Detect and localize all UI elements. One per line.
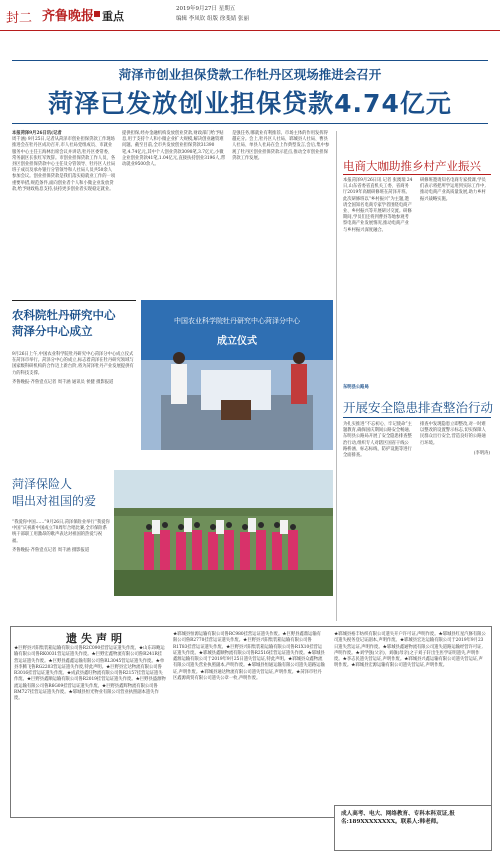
chorus-title: [12, 476, 110, 510]
lead-col-3: [232, 131, 332, 162]
safety-paragraph: 排查中发现隐患立即整改,对一时难以整改的设置警示标志,切实保障人民群众出行安全,营造良好的公路通行环境。: [420, 422, 486, 446]
notice-col-1: [14, 646, 166, 703]
notice-col-2: [173, 632, 325, 682]
safety-credit: (李明涛): [473, 450, 490, 456]
date-line: 2019年9月27日 星期五: [176, 6, 236, 12]
lead-paragraph: 周千涵) 9月25日,记者从菏泽市创业担保贷款工作现场推进会在牡丹区成功召开,市人社局党组成员、市就业服务中心主任王海林出席会议并讲话,牡丹区委常委、常务副区长张红军致辞。市创业担保贷款工作人员、各县区创业担保贷款中心主任及分管领导、牡丹区人社局班子成员及承办银行分管领导和人社局人员共50余人参加会议。创业担保贷款是我们落实稳就业工作的一项重要举措,规范条件,面向创业者个人和小微企业发放贷款,给予财政贴息支持,扶持更多创业者实现稳定就业。: [12, 137, 116, 192]
notice-items: ★郓城县恒源运输有限公司鲁RC980挂营运证遗失作废。★巨野县鑫鼎运输有限公司鲁R2770挂营运证遗失作废。★巨野县兴阳集装箱运输有限公司鲁R1T83挂营运证遗失作废。★巨野县兴阳集装箱运输有限公司鲁R1X10挂营运证遗失作废。★郓城县鑫顺物流有限公司鲁R2516挂营运证遗失作废。★郓城县鑫源运输有限公司于2019年9月25日遗失营运证,特此声明。★郓城县众鑫物流有限公司遗失营业执照副本,声明作废。★郓城县恒通运输有限公司遗失道路运输证,声明作废。★郓城县通达物流有限公司遗失营运证,声明作废。★菏泽市牡丹区鑫源商贸有限公司遗失公章一枚,声明作废。: [173, 632, 325, 682]
farm-title-line-1: 农科院牡丹研究中心: [12, 308, 116, 322]
lead-col-2: [122, 131, 226, 168]
chorus-title-line-2: 唱出对祖国的爱: [12, 494, 97, 508]
page-header: [0, 0, 500, 31]
chorus-title-line-1: 菏泽保险人: [12, 477, 73, 491]
ecommerce-body: 本报菏泽9月26日讯 记者 张澳瑞 24日,山东省委省直机关工委、省商务厅2019年高级研修班在菏泽开班。此次研修班以“乡村振兴”为主题,邀请全国知名电商专家学者围绕电商产业、乡村振兴等开展研讨交流。研修期间,学员们还将到曹县等地参观考察电商产业发展情况,推动电商产业与乡村振兴深度融合。: [343, 178, 413, 233]
farm-paragraph: 9月26日上午,中国农业科学院牡丹研究中心菏泽分中心成立仪式在菏泽市举行。菏泽分中心的成立,标志着菏泽在牡丹研究领域与国家级科研机构的合作迈上新台阶,将为菏泽牡丹产业发展提供有力的科技支撑。: [12, 352, 134, 376]
classified-ad-text: 成人高考、电大、网络教育、专科本科双证,报名:189XXXXXXXX。联系人:韩老师。: [341, 811, 455, 825]
lead-col-1: [12, 131, 116, 193]
notice-items: ★巨野县兴阳集装箱运输有限公司鲁R2C090挂营运证遗失作废。★山东昂鲍运输有限公司鲁RK0031营运证遗失作废。★巨野宏鑫物流有限公司鲁R241R挂营运证遗失作废。★巨野县鑫鑫运输有限公司鲁RL3045营运证遗失作废。★单县李腾飞鲁RG2203营运证遗失作废,特此声明。★巨野县宏达物流有限公司鲁R3016挂营运证遗失作废。★成武县鑫旺物流有限公司鲁R2157挂营运证遗失作废。★巨野县鑫顺运输有限公司鲁R2019挂营运证遗失作废。★巨野县盛源物流运输有限公司鲁R6G09挂营运证遗失作废。★巨野县鑫辉物流有限公司鲁RM727挂营运证遗失作废。★郓城县恒光物业有限公司营业执照副本遗失作废。: [14, 646, 166, 702]
divider: [12, 300, 136, 301]
chorus-paragraph: “我爱你中国……”9月26日,菏泽保险业举行“我爱你中国”庆祝新中国成立70周年合唱比赛,全市保险系统干部职工用激昂的歌声表达对祖国的热爱与祝福。: [12, 520, 110, 544]
notice-items: ★郓城县裕丰纺织有限公司遗失开户许可证,声明作废。★郓城县红星汽修有限公司遗失税务登记证副本,声明作废。★郓城县宏达运输有限公司于2019年9月23日遗失营运证,声明作废。★郓城县鑫通物流有限公司遗失道路运输经营许可证,声明作废。★刘学强(父亲)、刘敏(母亲)之子刘子轩出生医学证明遗失,声明作废。★李志民遗失营运证,声明作废。★郓城县兴鑫运输有限公司遗失营运证,声明作废。★郓城县宏源运输有限公司遗失营运证,声明作废。: [334, 632, 486, 669]
lead-kicker: 菏泽市创业担保贷款工作牡丹区现场推进会召开: [118, 67, 382, 82]
farm-body: [12, 352, 136, 386]
notice-col-3: [334, 632, 486, 670]
lead-title: 菏泽已发放创业担保贷款4.74亿元: [48, 89, 452, 118]
lost-notice-title: 遗失声明: [66, 632, 126, 645]
chorus-photo-image: [114, 470, 333, 596]
lead-byline: 本报菏泽9月26日讯(记者: [12, 131, 62, 136]
column-marker-icon: [94, 11, 100, 17]
farm-title: [12, 307, 138, 339]
column-divider: [336, 131, 337, 621]
safety-body-2: [420, 422, 490, 457]
farm-title-line-2: 菏泽分中心成立: [12, 324, 93, 338]
lead-paragraph: 提供担保,经办金融机构发放创业贷款,财政部门给予贴息,用于支持个人和小微企业扩大规模,解决创业融资难问题。截至目前,全市共发放创业担保贷款31390笔,4.74亿元,其中个人创业贷款3098笔,3.7亿元,小微企业创业贷款41笔,1.04亿元,直接扶持创业3196人,带动就业9500余人。: [122, 131, 226, 168]
photo-banner-text: 中国农业科学院牡丹研究中心菏泽分中心: [174, 317, 300, 325]
chorus-photo: [114, 470, 333, 596]
divider: [343, 174, 491, 175]
farm-credit: 齐鲁晚报·齐鲁壹点记者 周千涵 通讯员 侯健 摄影报道: [12, 379, 114, 385]
safety-title: 开展安全隐患排查整治行动: [343, 400, 494, 415]
chorus-body: [12, 520, 110, 554]
column-label: 重点: [102, 10, 124, 23]
section-label: 封二: [6, 11, 33, 26]
safety-body-1: 为扎实推进“不忘初心、牢记使命”主题教育,确保国庆期间公路安全畅通,东明县公路局开展了安全隐患排查整治行动,组织专人对辖区国省干线公路桥涵、标志标线、防护设施等进行全面排查。: [343, 422, 412, 459]
paper-logo: 齐鲁晚报: [42, 9, 95, 24]
divider: [12, 60, 488, 61]
lead-paragraph: 是强任务,哪就业有利推荐。市场主体的作用发挥得越充分。会上,牡丹区人社局、郓城县人社局、曹县人社局、单县人社局在会上作典型发言,会后,集中参观了牡丹区创业担保贷款示范点,推动全市创业担保贷款工作发展。: [232, 131, 330, 161]
ecommerce-body-cont: 研修班邀请知名电商专家授课,学员们表示将把所学运用到实际工作中,推动电商产业高质量发展,助力乡村振兴战略实施。: [420, 178, 486, 202]
divider: [343, 417, 491, 418]
classified-ad: [334, 805, 492, 851]
safety-prefix: 东明县公路局: [343, 385, 369, 390]
editors-line: 编辑 李凤钦 组版 徐斐婧 张丽: [176, 16, 249, 22]
photo-banner-subtext: 成立仪式: [217, 336, 257, 347]
chorus-credit: 齐鲁晚报·齐鲁壹点记者 周千涵 摄影报道: [12, 547, 90, 553]
divider: [12, 123, 488, 124]
ecommerce-title: 电商大咖助推乡村产业振兴: [343, 159, 481, 173]
ceremony-photo: [141, 300, 333, 450]
